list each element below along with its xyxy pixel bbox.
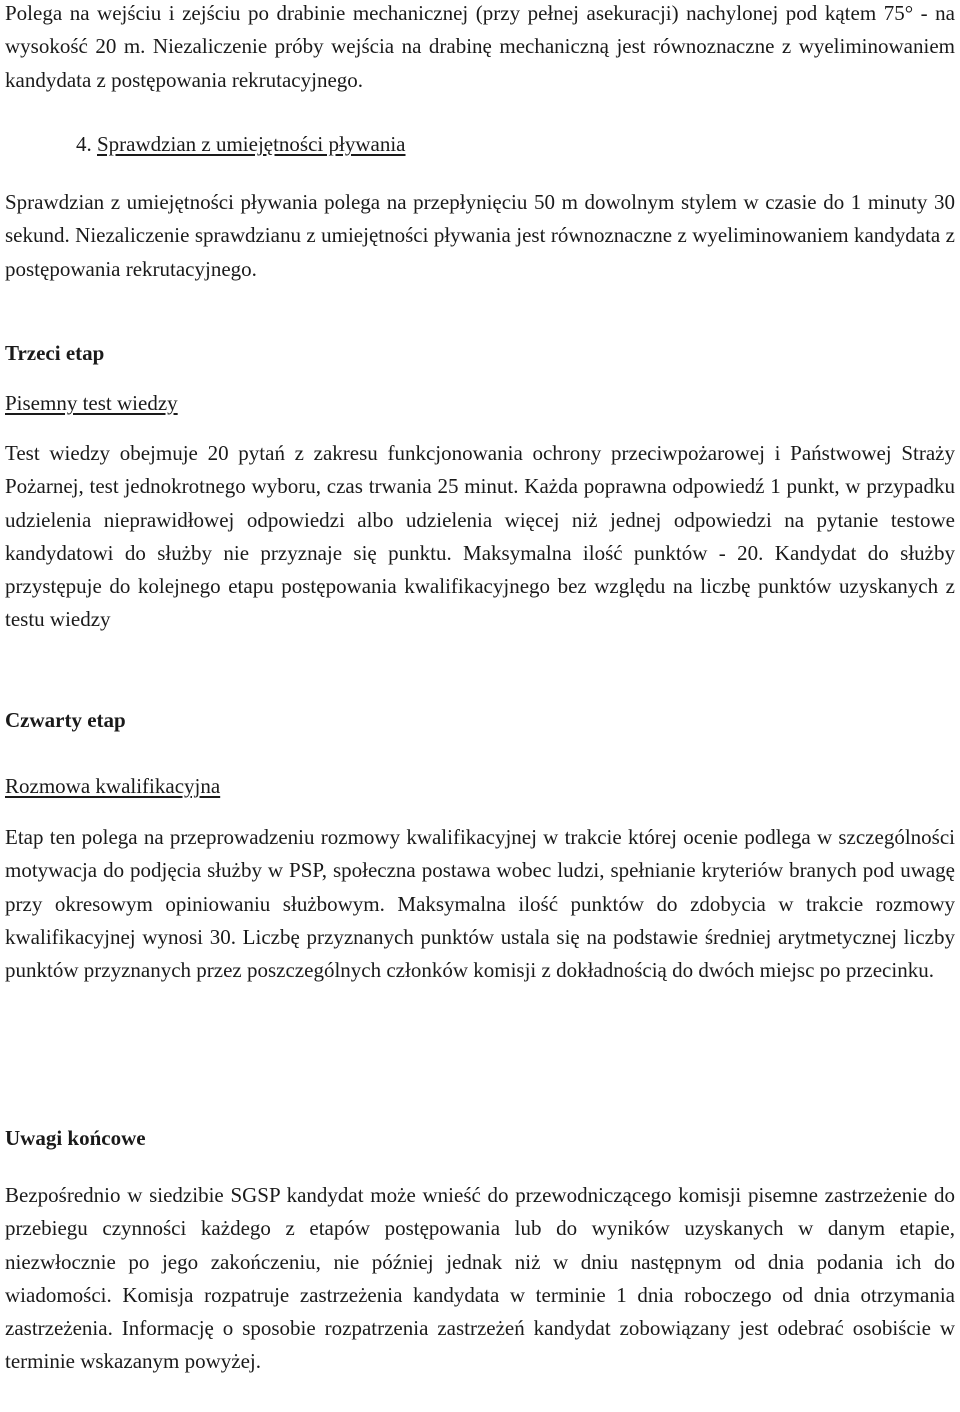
stage-3-paragraph: Test wiedzy obejmuje 20 pytań z zakresu funkcjonowania ochrony przeciwpożarowej i Państwowej Straży Pożarnej, test jednokrotnego wyboru, czas trwania 25 minut. Każda poprawna odpowiedź 1 punkt, w przypadku udzielenia nieprawidłowej odpowiedzi albo udzielenia więcej niż jednej odpowiedzi na pytanie testowe kandydatowi do służby nie przyznaje się punktu. Maksymalna ilość punktów - 20. Kandydat do służby przystępuje do kolejnego etapu postępowania kwalifikacyjnego bez względu na liczbę punktów uzyskanych z testu wiedzy — [5, 441, 955, 632]
stage-3-subheading: Pisemny test wiedzy — [5, 391, 178, 415]
final-notes-paragraph: Bezpośrednio w siedzibie SGSP kandydat może wnieść do przewodniczącego komisji pisemne zastrzeżenie do przebiegu czynności każdego z etapów postępowania lub do wyników uzyskanych w danym etapie, niezwłocznie po jego zakończeniu, nie później jednak niż w dniu następnym od dnia podania ich do wiadomości. Komisja rozpatruje zastrzeżenia kandydata w terminie 1 dnia roboczego od dnia otrzymania zastrzeżenia. Informację o sposobie rozpatrzenia zastrzeżeń kandydat zobowiązany jest odebrać osobiście w terminie wskazanym powyżej. — [5, 1183, 955, 1374]
stage-3-heading-block — [5, 338, 955, 368]
stage-4-heading: Czwarty etap — [5, 708, 126, 732]
stage-4-heading-block — [5, 705, 955, 735]
section-4-body-block — [5, 186, 955, 286]
stage-4-paragraph: Etap ten polega na przeprowadzeniu rozmowy kwalifikacyjnej w trakcie której ocenie podlega w szczególności motywacja do podjęcia służby w PSP, społeczna postawa wobec ludzi, spełnianie kryteriów branych pod uwagę przy okresowym opiniowaniu służbowym. Maksymalna ilość punktów do zdobycia w trakcie rozmowy kwalifikacyjnej wynosi 30. Liczbę przyznanych punktów ustala się na podstawie średniej arytmetycznej liczby punktów przyznanych przez poszczególnych członków komisji z dokładnością do dwóch miejsc po przecinku. — [5, 825, 955, 983]
section-4-paragraph: Sprawdzian z umiejętności pływania polega na przepłynięciu 50 m dowolnym stylem w czasie do 1 minuty 30 sekund. Niezaliczenie sprawdzianu z umiejętności pływania jest równoznaczne z wyeliminowaniem kandydata z postępowania rekrutacyjnego. — [5, 190, 955, 281]
intro-section — [5, 0, 955, 97]
final-notes-heading: Uwagi końcowe — [5, 1126, 146, 1150]
stage-3-heading: Trzeci etap — [5, 341, 105, 365]
intro-paragraph: Polega na wejściu i zejściu po drabinie mechanicznej (przy pełnej asekuracji) nachylonej pod kątem 75° - na wysokość 20 m. Niezaliczenie próby wejścia na drabinę mechaniczną jest równoznaczne z wyeliminowaniem kandydata z postępowania rekrutacyjnego. — [5, 1, 955, 92]
stage-3-body-block — [5, 437, 955, 637]
final-notes-body-block — [5, 1179, 955, 1379]
stage-3-subheading-block — [5, 388, 955, 418]
stage-4-subheading: Rozmowa kwalifikacyjna — [5, 774, 221, 798]
stage-4-subheading-block — [5, 771, 955, 801]
section-4-heading — [76, 129, 406, 159]
stage-4-body-block — [5, 821, 955, 987]
final-notes-heading-block — [5, 1123, 955, 1153]
section-4-title: Sprawdzian z umiejętności pływania — [97, 132, 406, 156]
section-4-number: 4. — [76, 132, 92, 156]
